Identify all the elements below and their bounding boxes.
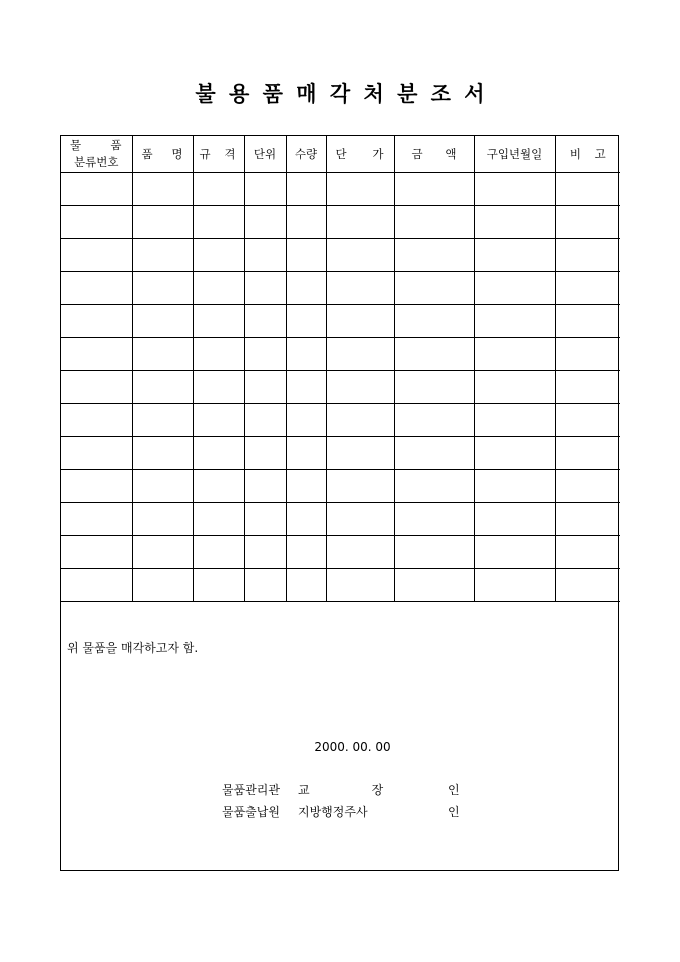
table-cell[interactable] [326, 535, 394, 568]
table-cell[interactable] [394, 238, 474, 271]
table-cell[interactable] [394, 502, 474, 535]
table-cell[interactable] [474, 205, 555, 238]
header-spec: 규 격 [193, 136, 244, 172]
title-char: 불 [195, 81, 216, 106]
seal-mark: 인 [448, 805, 460, 819]
table-cell[interactable] [394, 568, 474, 601]
table-cell[interactable] [61, 271, 132, 304]
signer-name: 교 장 [298, 783, 384, 797]
title-char: 품 [262, 81, 283, 106]
table-cell[interactable] [394, 436, 474, 469]
table-cell[interactable] [326, 238, 394, 271]
table-cell[interactable] [61, 502, 132, 535]
table-row [61, 436, 620, 469]
table-cell[interactable] [326, 436, 394, 469]
signer-role: 물품관리관 [222, 783, 280, 797]
table-cell[interactable] [286, 568, 326, 601]
header-amount: 금 액 [394, 136, 474, 172]
table-cell[interactable] [326, 370, 394, 403]
table-cell[interactable] [555, 535, 620, 568]
table-cell[interactable] [193, 271, 244, 304]
table-cell[interactable] [555, 436, 620, 469]
table-cell[interactable] [61, 337, 132, 370]
title-char: 매 [296, 81, 317, 106]
header-item-class-number: 물 품 분류번호 [61, 136, 132, 172]
table-cell[interactable] [244, 403, 286, 436]
table-row [61, 535, 620, 568]
table-cell[interactable] [326, 172, 394, 205]
table-cell[interactable] [394, 271, 474, 304]
table-cell[interactable] [474, 502, 555, 535]
table-cell[interactable] [244, 370, 286, 403]
table-cell[interactable] [286, 337, 326, 370]
table-cell[interactable] [132, 304, 193, 337]
table-cell[interactable] [193, 238, 244, 271]
table-cell[interactable] [61, 436, 132, 469]
table-cell[interactable] [326, 337, 394, 370]
signature-line-property-manager [222, 781, 460, 798]
table-row [61, 205, 620, 238]
table-row [61, 502, 620, 535]
header-item-name: 품 명 [132, 136, 193, 172]
table-cell[interactable] [193, 205, 244, 238]
signer-name: 지방행정주사 [298, 805, 368, 819]
table-cell[interactable] [394, 535, 474, 568]
table-cell[interactable] [193, 469, 244, 502]
table-cell[interactable] [394, 172, 474, 205]
table-cell[interactable] [61, 370, 132, 403]
table-cell[interactable] [474, 172, 555, 205]
table-cell[interactable] [474, 370, 555, 403]
table-cell[interactable] [474, 271, 555, 304]
table-cell[interactable] [244, 469, 286, 502]
header-purchase-date: 구입년월일 [474, 136, 555, 172]
table-cell[interactable] [326, 205, 394, 238]
document-title [0, 78, 680, 108]
table-cell[interactable] [286, 271, 326, 304]
disposal-statement: 위 물품을 매각하고자 함. [67, 641, 199, 655]
table-row [61, 271, 620, 304]
table-cell[interactable] [474, 568, 555, 601]
title-char: 처 [363, 81, 384, 106]
table-cell[interactable] [244, 304, 286, 337]
table-cell[interactable] [474, 304, 555, 337]
table-cell[interactable] [474, 238, 555, 271]
table-cell[interactable] [244, 271, 286, 304]
title-char: 서 [464, 81, 485, 106]
table-cell[interactable] [555, 238, 620, 271]
table-cell[interactable] [132, 469, 193, 502]
table-cell[interactable] [61, 403, 132, 436]
table-cell[interactable] [193, 502, 244, 535]
table-cell[interactable] [132, 271, 193, 304]
table-cell[interactable] [555, 568, 620, 601]
header-remarks: 비 고 [555, 136, 620, 172]
table-cell[interactable] [474, 469, 555, 502]
table-cell[interactable] [132, 568, 193, 601]
table-cell[interactable] [61, 238, 132, 271]
table-cell[interactable] [326, 502, 394, 535]
table-cell[interactable] [474, 403, 555, 436]
table-cell[interactable] [61, 469, 132, 502]
title-char: 용 [229, 81, 250, 106]
table-cell[interactable] [555, 337, 620, 370]
header-unit: 단위 [244, 136, 286, 172]
table-cell[interactable] [61, 304, 132, 337]
table-row [61, 238, 620, 271]
table-cell[interactable] [286, 205, 326, 238]
table-cell[interactable] [132, 205, 193, 238]
header-quantity: 수량 [286, 136, 326, 172]
table-row [61, 337, 620, 370]
table-cell[interactable] [132, 172, 193, 205]
table-cell[interactable] [286, 304, 326, 337]
table-cell[interactable] [286, 370, 326, 403]
table-row [61, 370, 620, 403]
table-cell[interactable] [286, 535, 326, 568]
table-row [61, 469, 620, 502]
table-cell[interactable] [326, 568, 394, 601]
table-cell[interactable] [61, 535, 132, 568]
title-char: 분 [397, 81, 418, 106]
title-char: 조 [430, 81, 451, 106]
table-cell[interactable] [244, 238, 286, 271]
table-cell[interactable] [394, 205, 474, 238]
table-cell[interactable] [394, 304, 474, 337]
table-cell[interactable] [61, 172, 132, 205]
table-cell[interactable] [555, 370, 620, 403]
table-row [61, 403, 620, 436]
table-cell[interactable] [326, 469, 394, 502]
table-cell[interactable] [474, 436, 555, 469]
table-cell[interactable] [132, 403, 193, 436]
table-cell[interactable] [132, 436, 193, 469]
table-cell[interactable] [132, 238, 193, 271]
table-cell[interactable] [132, 337, 193, 370]
table-cell[interactable] [193, 172, 244, 205]
table-cell[interactable] [61, 205, 132, 238]
table-cell[interactable] [555, 172, 620, 205]
table-cell[interactable] [555, 403, 620, 436]
table-cell[interactable] [394, 403, 474, 436]
disposal-form [60, 135, 619, 871]
table-cell[interactable] [193, 337, 244, 370]
table-row [61, 172, 620, 205]
table-cell[interactable] [193, 403, 244, 436]
table-cell[interactable] [244, 436, 286, 469]
table-cell[interactable] [326, 271, 394, 304]
table-cell[interactable] [555, 205, 620, 238]
table-header-row [61, 136, 620, 172]
table-cell[interactable] [244, 205, 286, 238]
table-cell[interactable] [286, 436, 326, 469]
table-cell[interactable] [61, 568, 132, 601]
signer-role: 물품출납원 [222, 805, 280, 819]
title-char: 각 [329, 81, 351, 106]
table-cell[interactable] [193, 304, 244, 337]
table-cell[interactable] [132, 535, 193, 568]
table-cell[interactable] [244, 535, 286, 568]
table-cell[interactable] [132, 502, 193, 535]
document-date: 2000. 00. 00 [314, 740, 391, 754]
table-cell[interactable] [555, 469, 620, 502]
table-cell[interactable] [286, 172, 326, 205]
header-unit-price: 단 가 [326, 136, 394, 172]
table-cell[interactable] [555, 304, 620, 337]
table-cell[interactable] [474, 337, 555, 370]
table-cell[interactable] [286, 403, 326, 436]
table-cell[interactable] [326, 403, 394, 436]
table-cell[interactable] [193, 370, 244, 403]
table-cell[interactable] [286, 502, 326, 535]
table-cell[interactable] [555, 502, 620, 535]
table-cell[interactable] [394, 370, 474, 403]
items-table [61, 136, 620, 602]
table-cell[interactable] [286, 238, 326, 271]
table-row [61, 568, 620, 601]
table-cell[interactable] [326, 304, 394, 337]
seal-mark: 인 [448, 783, 460, 797]
table-cell[interactable] [193, 436, 244, 469]
table-cell[interactable] [286, 469, 326, 502]
table-cell[interactable] [132, 370, 193, 403]
table-cell[interactable] [394, 337, 474, 370]
table-cell[interactable] [244, 568, 286, 601]
table-cell[interactable] [193, 568, 244, 601]
table-cell[interactable] [244, 337, 286, 370]
table-cell[interactable] [193, 535, 244, 568]
signature-line-property-custodian [222, 803, 460, 820]
table-cell[interactable] [394, 469, 474, 502]
table-cell[interactable] [474, 535, 555, 568]
table-cell[interactable] [555, 271, 620, 304]
table-cell[interactable] [244, 172, 286, 205]
table-cell[interactable] [244, 502, 286, 535]
table-row [61, 304, 620, 337]
